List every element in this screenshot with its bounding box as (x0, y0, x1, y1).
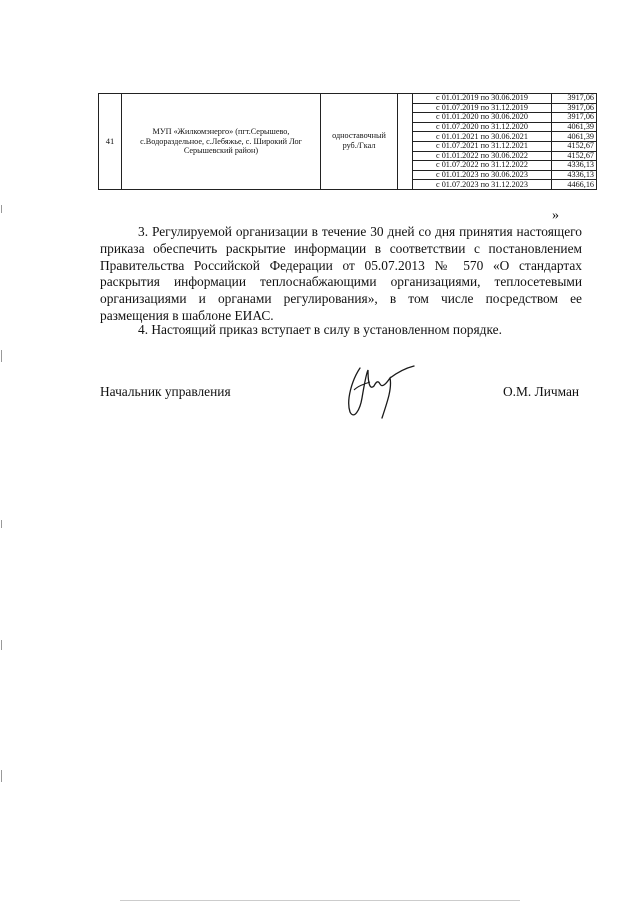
margin-mark (1, 350, 2, 362)
organization-cell: МУП «Жилкомэнерго» (пгт.Серышево, с.Водораздельное, с.Лебяжье, с. Широкий Лог Серышевский район) (122, 94, 321, 190)
period-cell: с 01.07.2022 по 31.12.2022 (413, 161, 552, 171)
paragraph-3: 3. Регулируемой организации в течение 30 дней со дня принятия настоящего приказа обеспечить раскрытие информации в соответствии с постановлением Правительства Российской Федерации от 05.07.2013 № 570 «О стандартах раскрытия информации теплоснабжающими организациями, теплосетевыми организациями и органами регулирования», в том числе посредством ее размещения в шаблоне ЕИАС. (100, 224, 582, 323)
tariff-value-cell: 4336,13 (552, 161, 597, 171)
period-cell: с 01.07.2021 по 31.12.2021 (413, 141, 552, 151)
period-cell: с 01.07.2019 по 31.12.2019 (413, 103, 552, 113)
period-cell: с 01.07.2023 по 31.12.2023 (413, 180, 552, 190)
tariff-value-cell: 4152,67 (552, 151, 597, 161)
margin-mark (1, 205, 2, 213)
period-cell: с 01.07.2020 по 31.12.2020 (413, 122, 552, 132)
scan-edge-line (120, 900, 520, 901)
table-row (99, 94, 597, 104)
margin-mark (1, 640, 2, 650)
tariff-value-cell: 3917,06 (552, 113, 597, 123)
closing-quote: » (552, 208, 559, 223)
tariff-value-cell: 4152,67 (552, 141, 597, 151)
tariff-value-cell: 3917,06 (552, 103, 597, 113)
period-cell: с 01.01.2022 по 30.06.2022 (413, 151, 552, 161)
margin-mark (1, 520, 2, 528)
tariff-value-cell: 4466,16 (552, 180, 597, 190)
tariff-value-cell: 3917,06 (552, 94, 597, 104)
tariff-table (98, 93, 597, 190)
signer-role: Начальник управления (100, 384, 231, 399)
period-cell: с 01.01.2019 по 30.06.2019 (413, 94, 552, 104)
tariff-value-cell: 4061,39 (552, 122, 597, 132)
tariff-value-cell: 4336,13 (552, 170, 597, 180)
tariff-type-cell: одноставочный руб./Гкал (321, 94, 398, 190)
row-number: 41 (99, 94, 122, 190)
paragraph-4: 4. Настоящий приказ вступает в силу в установленном порядке. (138, 322, 502, 337)
period-cell: с 01.01.2023 по 30.06.2023 (413, 170, 552, 180)
period-cell: с 01.01.2020 по 30.06.2020 (413, 113, 552, 123)
signer-name: О.М. Личман (503, 384, 580, 399)
empty-cell (398, 94, 413, 190)
period-cell: с 01.01.2021 по 30.06.2021 (413, 132, 552, 142)
tariff-value-cell: 4061,39 (552, 132, 597, 142)
margin-mark (1, 770, 2, 782)
handwritten-signature (338, 360, 428, 430)
